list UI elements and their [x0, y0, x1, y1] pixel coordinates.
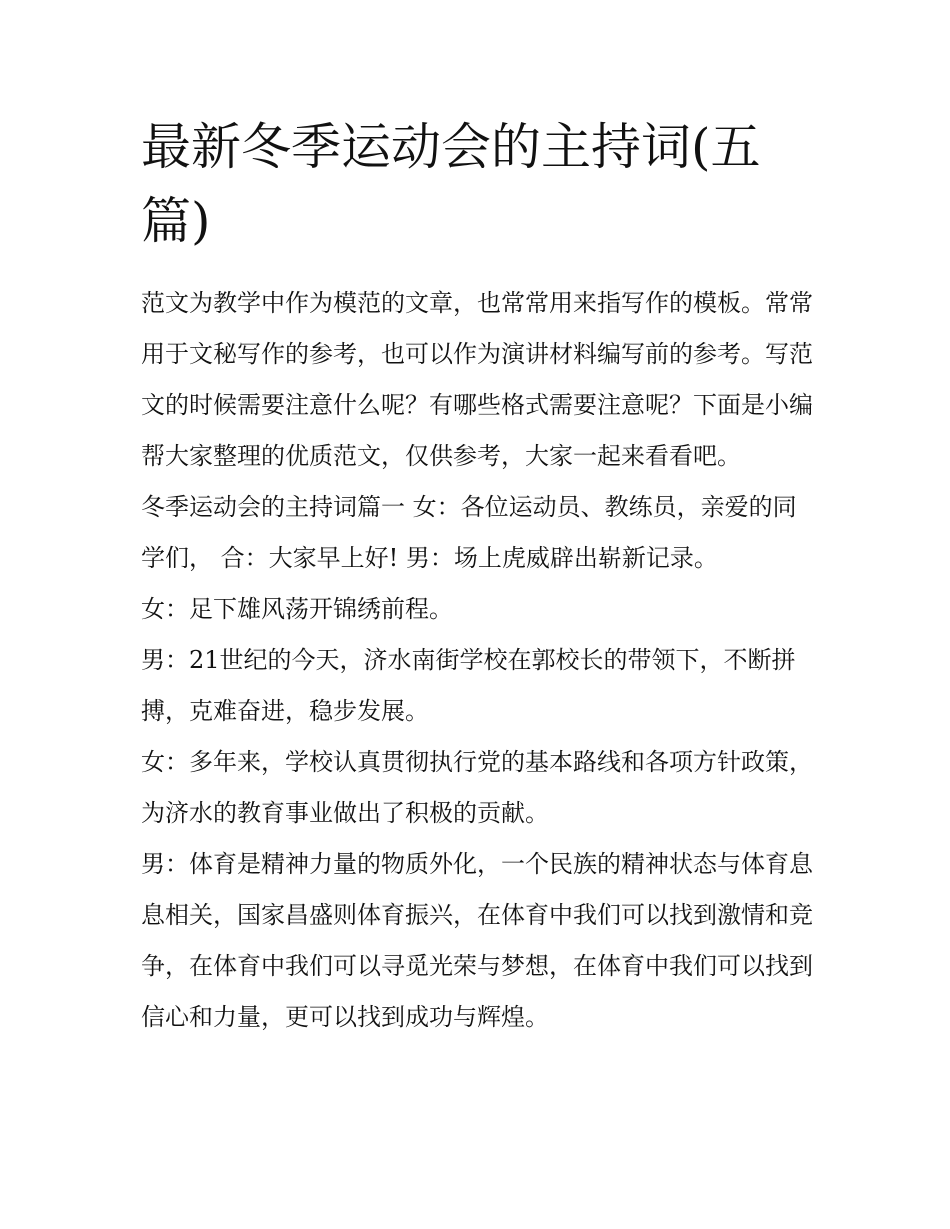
speech-paragraph-female-2: 女：多年来，学校认真贯彻执行党的基本路线和各项方针政策，为济水的教育事业做出了积极的贡献。: [141, 748, 813, 827]
speech-paragraph-opening: 冬季运动会的主持词篇一 女：各位运动员、教练员，亲爱的同学们， 合：大家早上好! 男：场上虎威辟出崭新记录。: [141, 493, 797, 572]
document-title: 最新冬季运动会的主持词(五篇): [141, 118, 761, 250]
document-body: [141, 110, 816, 1043]
intro-paragraph: 范文为教学中作为模范的文章，也常常用来指写作的模板。常常用于文秘写作的参考，也可以作为演讲材料编写前的参考。写范文的时候需要注意什么呢？有哪些格式需要注意呢？下面是小编帮大家整理的优质范文，仅供参考，大家一起来看看吧。: [141, 289, 813, 470]
speech-paragraph-male-2: 男：体育是精神力量的物质外化，一个民族的精神状态与体育息息相关，国家昌盛则体育振兴，在体育中我们可以找到激情和竞争，在体育中我们可以寻觅光荣与梦想，在体育中我们可以找到信心和力量，更可以找到成功与辉煌。: [141, 850, 813, 1031]
speech-paragraph-female-1: 女：足下雄风荡开锦绣前程。: [141, 595, 453, 623]
speech-paragraph-male-1: 男：21世纪的今天，济水南街学校在郭校长的带领下，不断拼搏，克难奋进，稳步发展。: [141, 646, 796, 725]
